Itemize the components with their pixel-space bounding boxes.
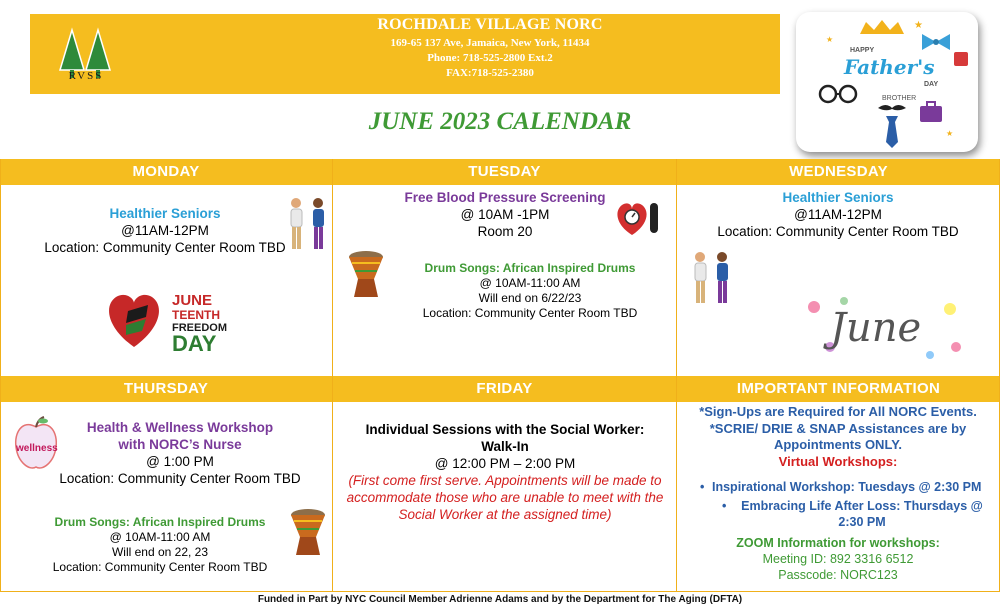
drum-icon <box>288 507 328 559</box>
header-thursday: THURSDAY <box>0 376 332 402</box>
zoom-info <box>680 535 996 583</box>
monday-event: Healthier Seniors <box>109 206 221 221</box>
thursday-location1: Location: Community Center Room TBD <box>59 471 301 486</box>
monday-time: @11AM-12PM <box>121 223 209 238</box>
fd-day: DAY <box>924 81 939 88</box>
wellness-word: wellness <box>16 443 58 454</box>
svg-text:★: ★ <box>946 129 954 138</box>
header-monday: MONDAY <box>0 159 332 185</box>
thursday-end: Will end on 22, 23 <box>111 545 209 559</box>
tuesday-event2: Drum Songs: African Inspired Drums <box>424 261 636 275</box>
tuesday-end: Will end on 6/22/23 <box>478 291 582 305</box>
thursday-event1b: with NORC’s Nurse <box>118 437 242 452</box>
grid-line <box>0 591 1000 592</box>
grid-line <box>332 159 333 592</box>
thursday-drum-event <box>20 515 300 575</box>
header-tuesday: TUESDAY <box>333 159 676 185</box>
wednesday-event: Healthier Seniors <box>782 190 894 205</box>
workshop-embracing-life: Embracing Life After Loss: Thursdays @ <box>741 499 983 513</box>
friday-time: @ 12:00 PM – 2:00 PM <box>434 456 576 471</box>
logo-text: RVSS <box>68 70 104 82</box>
bullet-icon: • <box>722 499 727 513</box>
seniors-exercise-icon <box>686 247 736 317</box>
friday-title2: Walk-In <box>481 439 529 454</box>
seniors-exercise-icon <box>282 193 332 263</box>
list-item <box>700 498 996 530</box>
monday-cell <box>20 205 310 256</box>
footer-funding-note: Funded in Part by NYC Council Member Adrienne Adams and by the Department for The Aging (DFTA) <box>257 594 743 605</box>
organization-name: ROCHDALE VILLAGE NORC <box>377 16 603 33</box>
juneteenth-badge <box>96 277 238 361</box>
tuesday-time1: @ 10AM -1PM <box>460 207 550 222</box>
thursday-location2: Location: Community Center Room TBD <box>52 560 268 574</box>
tuesday-time2: @ 10AM-11:00 AM <box>479 276 581 290</box>
juneteenth-l4: DAY <box>172 331 217 356</box>
workshop-embracing-life-time: 2:30 PM <box>838 515 886 529</box>
virtual-workshops-list <box>700 479 996 530</box>
juneteenth-l3: FREEDOM <box>172 322 227 334</box>
june-script-text: June <box>830 305 922 351</box>
calendar-grid <box>0 159 1000 592</box>
friday-note1: (First come first serve. Appointments will be made to <box>348 473 662 488</box>
blood-pressure-icon <box>612 197 664 239</box>
thursday-event2: Drum Songs: African Inspired Drums <box>54 515 266 529</box>
grid-line <box>0 159 1 592</box>
thursday-time1: @ 1:00 PM <box>146 454 214 469</box>
tuesday-event1: Free Blood Pressure Screening <box>404 190 606 205</box>
thursday-time2: @ 10AM-11:00 AM <box>109 530 211 544</box>
friday-cell <box>340 421 670 523</box>
important-line2: *SCRIE/ DRIE & SNAP Assistances are by <box>709 420 967 436</box>
wednesday-location: Location: Community Center Room TBD <box>717 224 959 239</box>
header-friday: FRIDAY <box>333 376 676 402</box>
organization-phone: Phone: 718-525-2800 Ext.2 <box>427 52 553 64</box>
friday-title1: Individual Sessions with the Social Worker: <box>365 422 645 437</box>
zoom-meeting-id: Meeting ID: 892 3316 6512 <box>762 552 914 566</box>
important-line3: Appointments ONLY. <box>773 437 903 452</box>
thursday-event1a: Health & Wellness Workshop <box>86 420 274 435</box>
zoom-heading: ZOOM Information for workshops: <box>736 536 940 550</box>
workshop-inspirational: Inspirational Workshop: Tuesdays @ 2:30 PM <box>712 480 982 494</box>
calendar-title: JUNE 2023 CALENDAR <box>368 108 632 135</box>
juneteenth-l1: JUNE <box>172 292 213 309</box>
header-important-information: IMPORTANT INFORMATION <box>677 376 1000 402</box>
important-information-cell <box>680 404 996 470</box>
fathers-day-illustration-icon <box>796 12 978 152</box>
wednesday-time: @11AM-12PM <box>794 207 882 222</box>
organization-address: 169-65 137 Ave, Jamaica, New York, 11434 <box>390 37 590 49</box>
svg-text:★: ★ <box>826 35 834 44</box>
tuesday-room: Room 20 <box>477 224 533 239</box>
friday-note3: Social Worker at the assigned time) <box>398 507 612 522</box>
fathers-day-card <box>796 12 978 152</box>
important-line1: *Sign-Ups are Required for All NORC Events. <box>699 404 977 419</box>
tuesday-drum-event <box>380 261 680 321</box>
svg-text:★: ★ <box>914 20 923 31</box>
zoom-passcode: Passcode: NORC123 <box>778 568 898 582</box>
fd-happy: HAPPY <box>850 47 875 54</box>
june-flowers-icon <box>800 287 970 367</box>
header-wednesday: WEDNESDAY <box>677 159 1000 185</box>
grid-line <box>676 159 677 592</box>
tuesday-location: Location: Community Center Room TBD <box>422 306 638 320</box>
list-item <box>700 479 996 495</box>
bullet-icon: • <box>700 480 705 494</box>
virtual-workshops-heading: Virtual Workshops: <box>778 453 898 469</box>
organization-fax: FAX:718-525-2380 <box>446 67 534 79</box>
juneteenth-l2: TEENTH <box>172 308 220 322</box>
fd-fathers: Father's <box>844 55 935 79</box>
wednesday-cell <box>688 189 988 240</box>
juneteenth-heart-icon <box>96 277 238 361</box>
fd-brother: BROTHER <box>882 95 917 102</box>
monday-location: Location: Community Center Room TBD <box>44 240 286 255</box>
thursday-cell <box>40 419 320 487</box>
friday-note2: accommodate those who are unable to meet with the <box>346 490 664 505</box>
